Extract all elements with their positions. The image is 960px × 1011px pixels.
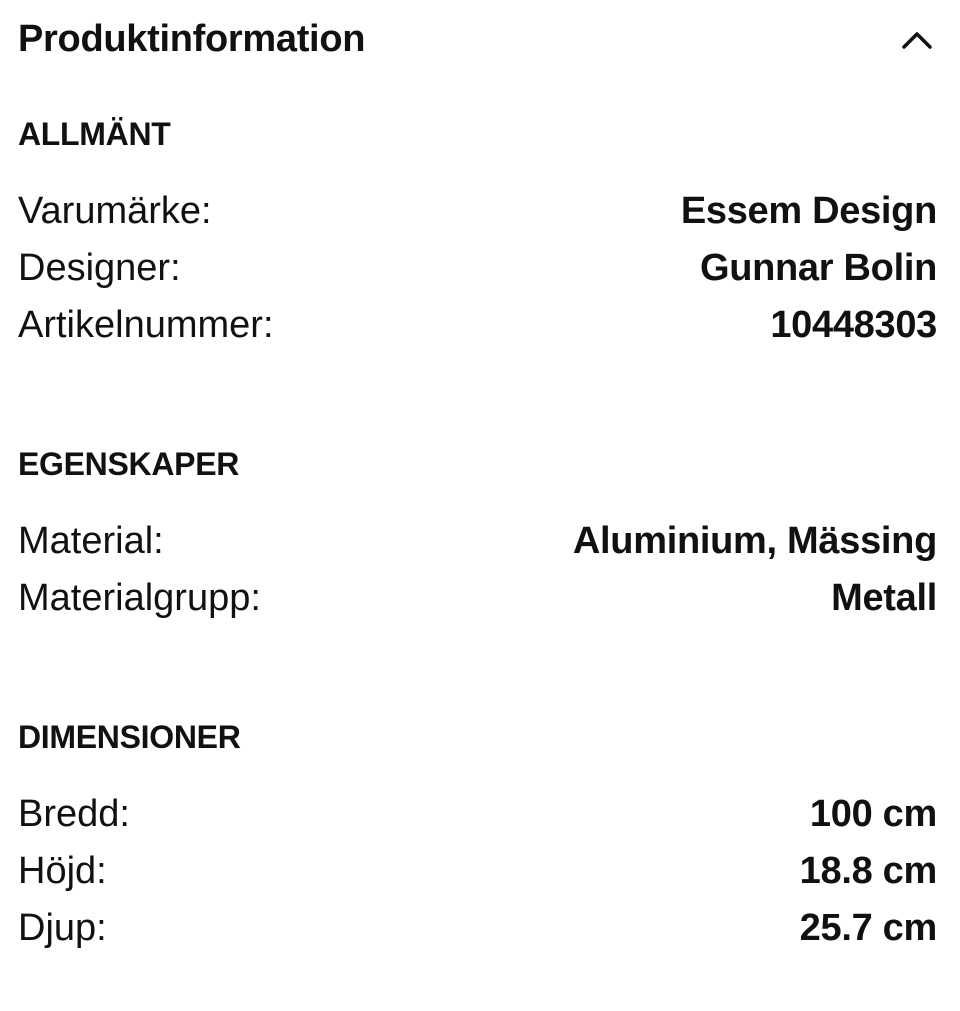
product-info-panel — [18, 0, 937, 949]
spec-row-designer — [18, 245, 937, 302]
spec-label: Bredd: — [18, 793, 130, 835]
spec-value: Metall — [831, 577, 937, 619]
spec-label: Materialgrupp: — [18, 577, 261, 619]
spec-label: Varumärke: — [18, 190, 212, 232]
product-info-title: Produktinformation — [18, 18, 366, 60]
spec-label: Djup: — [18, 907, 107, 949]
spec-list-dimensions — [18, 791, 937, 962]
spec-list-general — [18, 188, 937, 359]
spec-label: Artikelnummer: — [18, 304, 274, 346]
spec-label: Material: — [18, 520, 164, 562]
spec-value: Essem Design — [680, 190, 937, 232]
product-info-header[interactable] — [18, 0, 937, 80]
section-title-properties: EGENSKAPER — [18, 446, 240, 482]
spec-row-brand — [18, 188, 937, 245]
section-dimensions — [18, 717, 937, 962]
spec-list-properties — [18, 518, 937, 632]
spec-value: Aluminium, Mässing — [572, 520, 937, 562]
spec-value: 100 cm — [809, 793, 937, 835]
spec-value: 25.7 cm — [799, 907, 937, 949]
spec-row-height — [18, 848, 937, 905]
spec-row-depth — [18, 905, 937, 962]
spec-row-article-number — [18, 302, 937, 359]
spec-value: Gunnar Bolin — [699, 247, 937, 289]
chevron-up-icon[interactable] — [897, 22, 937, 58]
section-title-general: ALLMÄNT — [18, 116, 171, 152]
spec-row-width — [18, 791, 937, 848]
section-title-dimensions: DIMENSIONER — [18, 719, 241, 755]
section-general — [18, 114, 937, 359]
spec-label: Designer: — [18, 247, 181, 289]
spec-value: 10448303 — [770, 304, 937, 346]
spec-row-material — [18, 518, 937, 575]
spec-value: 18.8 cm — [799, 850, 937, 892]
section-properties — [18, 444, 937, 632]
spec-label: Höjd: — [18, 850, 107, 892]
spec-row-material-group — [18, 575, 937, 632]
